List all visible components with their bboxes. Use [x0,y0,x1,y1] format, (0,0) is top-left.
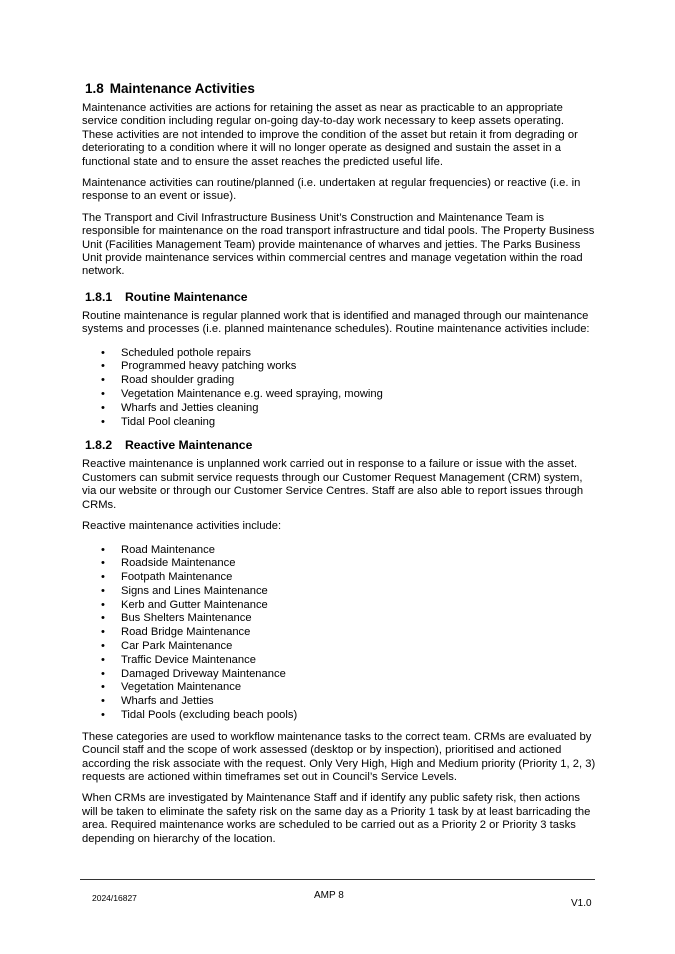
bullet-icon: • [101,709,105,722]
bullet-icon: • [101,612,105,625]
bullet-icon: • [101,681,105,694]
bullet-icon: • [101,584,105,597]
bullet-icon: • [101,598,105,611]
routine-intro: Routine maintenance is regular planned work that is identified and managed through our maintenance systems and processes (i.e. planned maintenance schedules). Routine maintenance activities include: [82,309,590,336]
footer-divider [80,879,595,880]
reactive-list-intro: Reactive maintenance activities include: [82,520,282,533]
bullet-icon: • [101,640,105,653]
list-item: • Signs and Lines Maintenance [101,584,268,597]
list-item: • Roadside Maintenance [101,557,236,570]
list-item: • Car Park Maintenance [101,640,233,653]
bullet-icon: • [101,543,105,556]
section-number: 1.8 [85,81,104,96]
subsection-number: 1.8.1 [85,289,113,304]
list-item: • Vegetation Maintenance e.g. weed spraying, mowing [101,388,383,401]
reactive-closing-paragraph: When CRMs are investigated by Maintenance Staff and if identify any public safety risk, then actions will be taken to eliminate the safety risk on the same day as a Priority 1 task by at least barricading the area. Required maintenance works are scheduled to be carried out as a Priority 2 or Priority 3 tasks depending on hierarchy of the location. [82,792,591,845]
section-paragraph: Maintenance activities can routine/planned (i.e. undertaken at regular frequencies) or reactive (i.e. in response to an event or issue). [82,177,581,203]
footer-document-name: AMP 8 [314,890,344,901]
list-item: • Bus Shelters Maintenance [101,612,252,625]
list-item: • Programmed heavy patching works [101,360,297,373]
list-item: • Wharfs and Jetties [101,695,214,708]
bullet-icon: • [101,695,105,708]
subsection-number: 1.8.2 [85,438,113,453]
subsection-title: Reactive Maintenance [125,438,253,453]
subsection-heading-routine [85,289,597,305]
section-paragraph: Maintenance activities are actions for retaining the asset as near as practicable to an appropriate service condition including regular on-going day-to-day work necessary to keep assets operating. These activities are not intended to improve the condition of the asset but retain it from degrading or deteriorating to a condition where it will no longer operate as designed and sustain the asset in a functional state and to ensure the asset reaches the predicted useful life. [82,102,578,168]
reactive-intro: Reactive maintenance is unplanned work carried out in response to a failure or issue with the asset. Customers can submit service requests through our Customer Request Management (CRM) system, via our website or through our Customer Service Centres. Staff are also able to report issues through CRMs. [82,458,584,511]
list-item: • Road Bridge Maintenance [101,626,251,639]
subsection-heading-reactive [85,437,597,453]
bullet-icon: • [101,415,105,428]
reactive-list [82,544,597,723]
bullet-icon: • [101,401,105,414]
footer-document-id: 2024/16827 [92,893,137,903]
list-item: • Damaged Driveway Maintenance [101,667,286,680]
bullet-icon: • [101,626,105,639]
section-heading [85,80,597,97]
bullet-icon: • [101,388,105,401]
list-item: • Tidal Pool cleaning [101,415,216,428]
subsection-title: Routine Maintenance [125,289,248,304]
list-item: • Traffic Device Maintenance [101,653,256,666]
bullet-icon: • [101,360,105,373]
section-paragraph: The Transport and Civil Infrastructure Business Unit’s Construction and Maintenance Team is responsible for maintenance on the road transport infrastructure and tidal pools. The Property Business Unit (Facilities Management Team) provide maintenance of wharves and jetties. The Parks Business Unit provide maintenance services within commercial centres and manage vegetation within the road network. [82,211,595,278]
list-item: • Wharfs and Jetties cleaning [101,401,259,414]
reactive-closing-paragraph: These categories are used to workflow maintenance tasks to the correct team. CRMs are evaluated by Council staff and the scope of work assessed (desktop or by inspection), prioritised and actioned according the risk associate with the request. Only Very High, High and Medium priority (Priority 1, 2, 3) requests are actioned within timeframes set out in Council’s Service Levels. [82,730,596,784]
list-item: • Vegetation Maintenance [101,681,242,694]
section-title: Maintenance Activities [109,81,255,96]
document-page [82,80,597,854]
list-item: • Road Maintenance [101,543,215,556]
list-item: • Tidal Pools (excluding beach pools) [101,709,298,722]
list-item: • Road shoulder grading [101,374,235,387]
bullet-icon: • [101,653,105,666]
list-item: • Scheduled pothole repairs [101,346,251,359]
bullet-icon: • [101,667,105,680]
bullet-icon: • [101,346,105,359]
list-item: • Footpath Maintenance [101,571,233,584]
bullet-icon: • [101,571,105,584]
bullet-icon: • [101,557,105,570]
list-item: • Kerb and Gutter Maintenance [101,598,268,611]
bullet-icon: • [101,374,105,387]
footer-version: V1.0 [571,898,592,909]
routine-list [82,347,597,430]
